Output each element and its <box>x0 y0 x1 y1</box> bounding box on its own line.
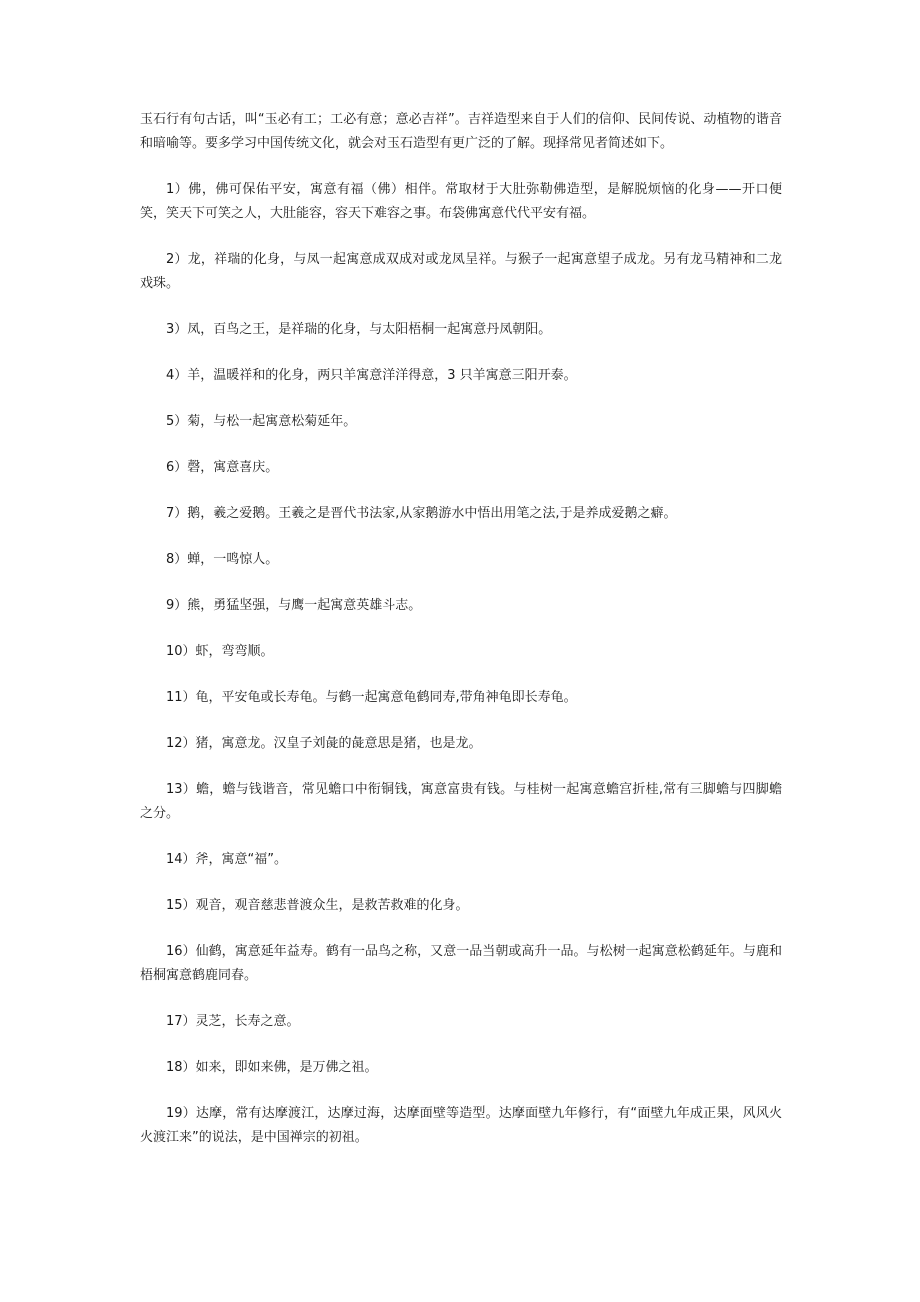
list-item: 9）熊，勇猛坚强，与鹰一起寓意英雄斗志。 <box>166 598 422 613</box>
list-item: 17）灵芝，长寿之意。 <box>166 1014 300 1029</box>
list-item: 7）鹅，羲之爱鹅。王羲之是晋代书法家,从家鹅游水中悟出用笔之法,于是养成爱鹅之癖。 <box>166 506 677 521</box>
list-item: 10）虾，弯弯顺。 <box>166 644 274 659</box>
list-item: 19）达摩，常有达摩渡江，达摩过海，达摩面壁等造型。达摩面壁九年修行，有“面壁九年成正果，风风火火渡江来”的说法，是中国禅宗的初祖。 <box>140 1106 782 1145</box>
list-item: 5）菊，与松一起寓意松菊延年。 <box>166 414 357 429</box>
intro-paragraph: 玉石行有句古话，叫“玉必有工；工必有意；意必吉祥”。吉祥造型来自于人们的信仰、民间传说、动植物的谐音和暗喻等。要多学习中国传统文化，就会对玉石造型有更广泛的了解。现择常见者简述如下。 <box>140 112 782 151</box>
list-item: 6）磬，寓意喜庆。 <box>166 460 279 475</box>
list-item: 11）龟，平安龟或长寿龟。与鹤一起寓意龟鹤同寿,带角神龟即长寿龟。 <box>166 690 577 705</box>
list-item: 13）蟾，蟾与钱谐音，常见蟾口中衔铜钱，寓意富贵有钱。与桂树一起寓意蟾宫折桂,常有三脚蟾与四脚蟾之分。 <box>140 782 782 821</box>
document-body <box>140 108 782 1172</box>
list-item: 14）斧，寓意“福”。 <box>166 852 288 867</box>
list-item: 12）猪，寓意龙。汉皇子刘彘的彘意思是猪，也是龙。 <box>166 736 482 751</box>
list-item: 15）观音，观音慈悲普渡众生，是救苦救难的化身。 <box>166 898 469 913</box>
list-item: 2）龙，祥瑞的化身，与凤一起寓意成双成对或龙凤呈祥。与猴子一起寓意望子成龙。另有龙马精神和二龙戏珠。 <box>140 252 782 291</box>
list-item: 18）如来，即如来佛，是万佛之祖。 <box>166 1060 378 1075</box>
list-item: 4）羊，温暖祥和的化身，两只羊寓意洋洋得意，3 只羊寓意三阳开泰。 <box>166 368 577 383</box>
list-item: 1）佛，佛可保佑平安，寓意有福（佛）相伴。常取材于大肚弥勒佛造型，是解脱烦恼的化身——开口便笑，笑天下可笑之人，大肚能容，容天下难容之事。布袋佛寓意代代平安有福。 <box>140 182 782 221</box>
list-item: 8）蝉，一鸣惊人。 <box>166 552 279 567</box>
list-item: 16）仙鹤，寓意延年益寿。鹤有一品鸟之称，又意一品当朝或高升一品。与松树一起寓意松鹤延年。与鹿和梧桐寓意鹤鹿同春。 <box>140 944 782 983</box>
list-item: 3）凤，百鸟之王，是祥瑞的化身，与太阳梧桐一起寓意丹凤朝阳。 <box>166 322 552 337</box>
